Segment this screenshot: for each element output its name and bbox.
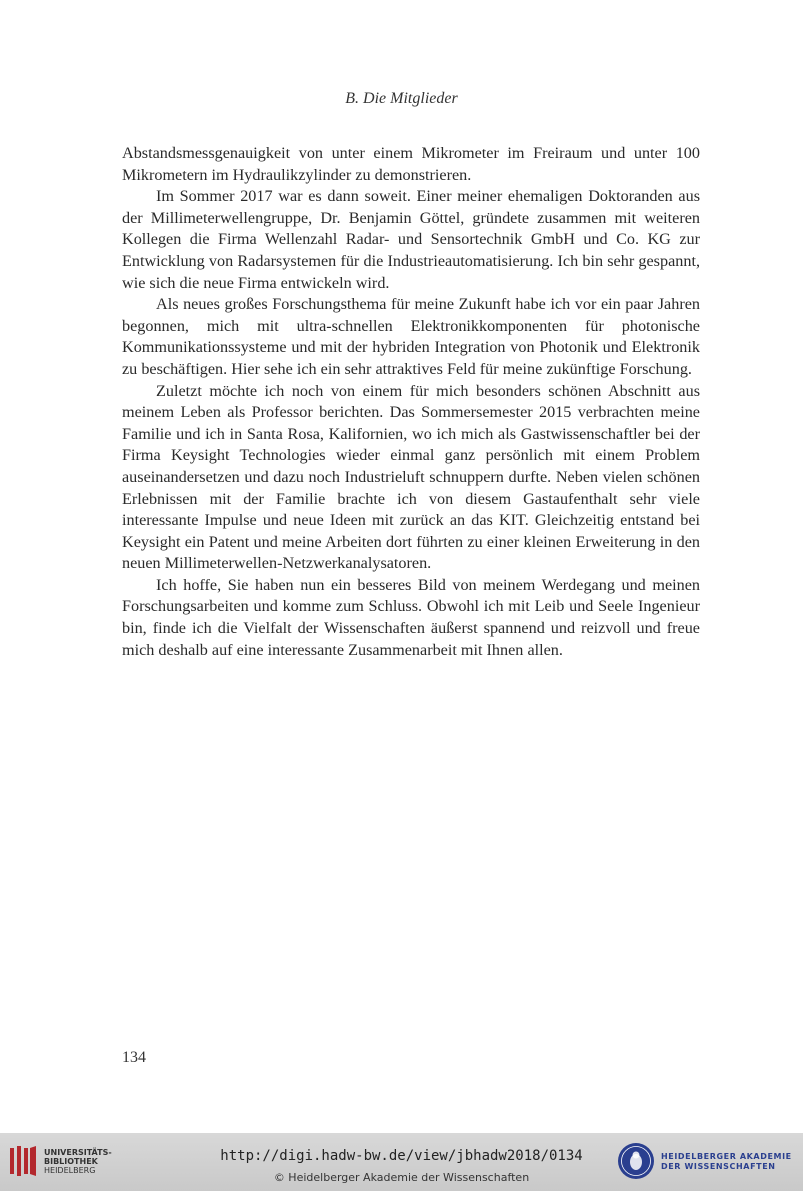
paragraph: Zuletzt möchte ich noch von einem für mich besonders schönen Abschnitt aus meinem Leben als Professor berichten. Das Sommersemester 2015 verbrachten meine Familie und ich in Santa Rosa, Kalifornien, wo ich mich als Gastwissenschaftler bei der Firma Keysight Technologies wieder einmal ganz persönlich mit einem Problem auseinandersetzen und dazu noch Industrieluft schnuppern durfte. Neben vielen schönen Erlebnissen mit der Familie brachte ich von diesem Gastaufenthalt sehr viele interessante Impulse und neue Ideen mit zurück an das KIT. Gleichzeitig entstand bei Keysight ein Patent und meine Arbeiten dort führten zu einer kleinen Erweiterung in den neuen Millimeterwellen-Netzwerkanalysatoren. [122, 381, 700, 573]
library-logo-text: UNIVERSITÄTS- BIBLIOTHEK HEIDELBERG [44, 1148, 112, 1175]
academy-logo[interactable] [617, 1138, 797, 1184]
viewer-footer-bar [0, 1133, 803, 1191]
running-header: B. Die Mitglieder [345, 90, 458, 107]
copyright-notice: © Heidelberger Akademie der Wissenschaften [273, 1171, 530, 1184]
paragraph: Abstandsmessgenauigkeit von unter einem Mikrometer im Freiraum und unter 100 Mikrometern im Hydraulikzylinder zu demonstrieren. [122, 144, 700, 184]
paragraph: Als neues großes Forschungsthema für meine Zukunft habe ich vor ein paar Jahren begonnen, mich mit ultra-schnellen Elektronikkomponenten für photonische Kommunikationssysteme und mit der hybriden Integration von Photonik und Elektronik zu beschäftigen. Hier sehe ich ein sehr attraktives Feld für meine zukünftige Forschung. [122, 295, 700, 378]
paragraph: Im Sommer 2017 war es dann soweit. Einer meiner ehemaligen Doktoranden aus der Millimeterwellengruppe, Dr. Benjamin Göttel, gründete zusammen mit weiteren Kollegen die Firma Wellenzahl Radar- und Sensortechnik GmbH und Co. KG zur Entwicklung von Radarsystemen für die Industrieautomatisierung. Ich bin sehr gespannt, wie sich die neue Firma entwickeln wird. [122, 187, 700, 292]
article-body [122, 143, 700, 661]
page-number: 134 [122, 1049, 146, 1066]
paragraph: Ich hoffe, Sie haben nun ein besseres Bild von meinem Werdegang und meinen Forschungsarbeiten und komme zum Schluss. Obwohl ich mit Leib und Seele Ingenieur bin, finde ich die Vielfalt der Wissenschaften äußerst spannend und reizvoll und freue mich deshalb auf eine interessante Zusammenarbeit mit Ihnen allen. [122, 575, 700, 659]
academy-logo-text: HEIDELBERGER AKADEMIE DER WISSENSCHAFTEN [661, 1152, 792, 1171]
academy-seal-icon [617, 1142, 655, 1180]
permalink-url[interactable]: http://digi.hadw-bw.de/view/jbhadw2018/0134 [220, 1148, 583, 1164]
